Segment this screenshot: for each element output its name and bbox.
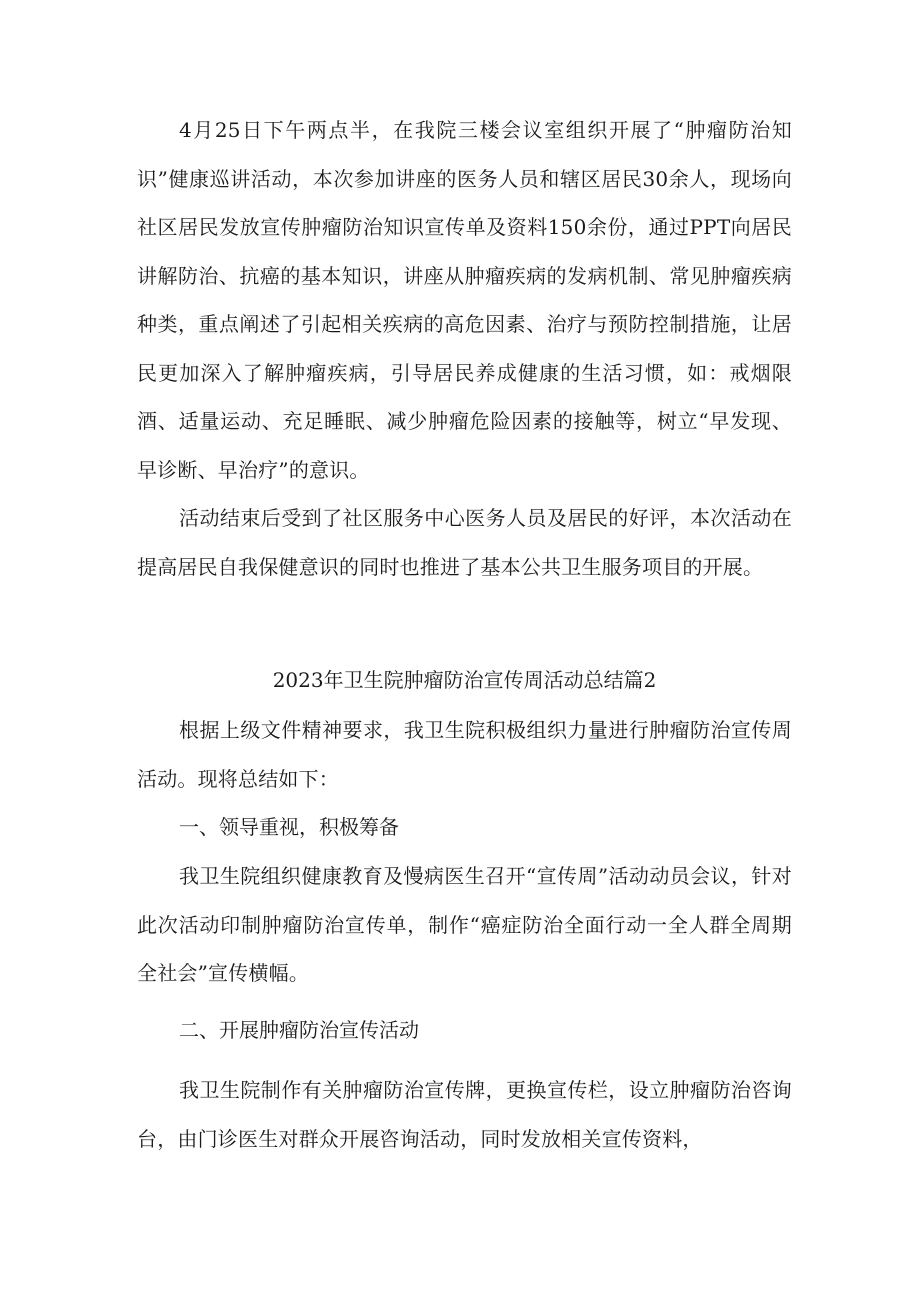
- section-heading-campaign: 二、开展肿瘤防治宣传活动: [179, 1018, 419, 1042]
- paragraph-campaign: 我卫生院制作有关肿瘤防治宣传牌，更换宣传栏，设立肿瘤防治咨询台，由门诊医生对群众开展咨询活动，同时发放相关宣传资料，: [137, 1078, 792, 1151]
- paragraph-leadership: 我卫生院组织健康教育及慢病医生召开“宣传周”活动动员会议，针对此次活动印制肿瘤防治宣传单，制作“癌症防治全面行动一全人群全周期全社会”宣传横幅。: [137, 864, 792, 985]
- section-heading-leadership: 一、领导重视，积极筹备: [179, 815, 399, 839]
- paragraph-activity-feedback: 活动结束后受到了社区服务中心医务人员及居民的好评，本次活动在提高居民自我保健意识的同时也推进了基本公共卫生服务项目的开展。: [137, 506, 792, 579]
- document-title-part2: 2023年卫生院肿瘤防治宣传周活动总结篇2: [272, 668, 657, 692]
- paragraph-lecture-activity: 4月25日下午两点半，在我院三楼会议室组织开展了“肿瘤防治知识”健康巡讲活动，本次参加讲座的医务人员和辖区居民30余人，现场向社区居民发放宣传肿瘤防治知识宣传单及资料150余份，通过PPT向居民讲解防治、抗癌的基本知识，讲座从肿瘤疾病的发病机制、常见肿瘤疾病种类，重点阐述了引起相关疾病的高危因素、治疗与预防控制措施，让居民更加深入了解肿瘤疾病，引导居民养成健康的生活习惯，如：戒烟限酒、适量运动、充足睡眠、减少肿瘤危险因素的接触等，树立“早发现、早诊断、早治疗”的意识。: [137, 118, 792, 482]
- paragraph-intro: 根据上级文件精神要求，我卫生院积极组织力量进行肿瘤防治宣传周活动。现将总结如下：: [137, 718, 792, 791]
